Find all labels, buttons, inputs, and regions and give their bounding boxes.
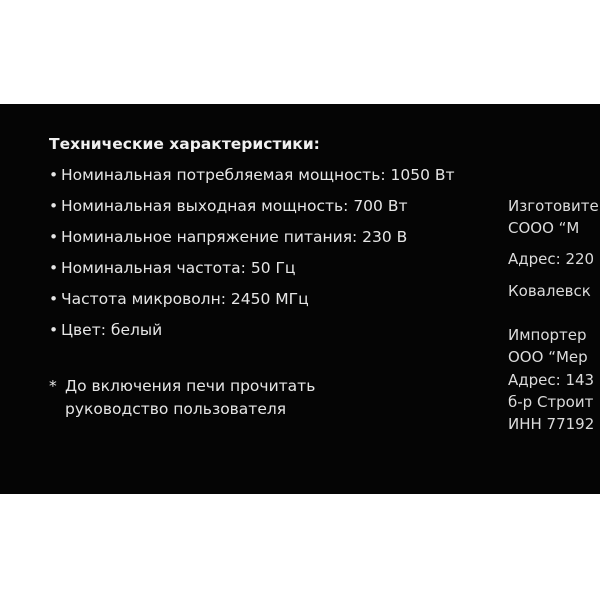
spec-item-frequency <box>49 258 455 278</box>
bullet-icon: • <box>49 321 59 339</box>
importer-label: Импортер <box>508 326 587 344</box>
importer-inn: ИНН 77192 <box>508 415 595 433</box>
black-spec-label <box>0 104 600 494</box>
bullet-icon: • <box>49 259 59 277</box>
asterisk-icon: * <box>49 377 57 395</box>
manufacturer-name: СООО “М <box>508 219 580 237</box>
spec-item-power-input <box>49 165 455 185</box>
spec-text: Номинальная частота: 50 Гц <box>61 259 296 277</box>
spec-text: Номинальная потребляемая мощность: 1050 Вт <box>61 166 455 184</box>
importer-name: ООО “Мер <box>508 348 588 366</box>
spec-item-microwave-frequency <box>49 289 455 309</box>
spec-text: Частота микроволн: 2450 МГц <box>61 290 309 308</box>
spec-text: Номинальное напряжение питания: 230 В <box>61 228 408 246</box>
spec-text: Номинальная выходная мощность: 700 Вт <box>61 197 408 215</box>
bullet-icon: • <box>49 197 59 215</box>
manual-note <box>49 376 455 422</box>
specs-heading: Технические характеристики: <box>49 135 320 153</box>
spec-item-voltage <box>49 227 455 247</box>
bullet-icon: • <box>49 228 59 246</box>
spec-text: Цвет: белый <box>61 321 163 339</box>
manufacturer-label: Изготовите <box>508 197 599 215</box>
note-line-1: До включения печи прочитать <box>65 377 316 395</box>
specs-list <box>49 165 455 340</box>
specifications-block <box>49 134 455 422</box>
spec-item-power-output <box>49 196 455 216</box>
spec-item-color <box>49 320 455 340</box>
bullet-icon: • <box>49 290 59 308</box>
bullet-icon: • <box>49 166 59 184</box>
manufacturer-address-street: Ковалевск <box>508 282 591 300</box>
importer-address-street: б-р Строит <box>508 393 594 411</box>
note-line-2: руководство пользователя <box>65 400 287 418</box>
manufacturer-address: Адрес: 220 <box>508 250 595 268</box>
importer-address: Адрес: 143 <box>508 371 595 389</box>
